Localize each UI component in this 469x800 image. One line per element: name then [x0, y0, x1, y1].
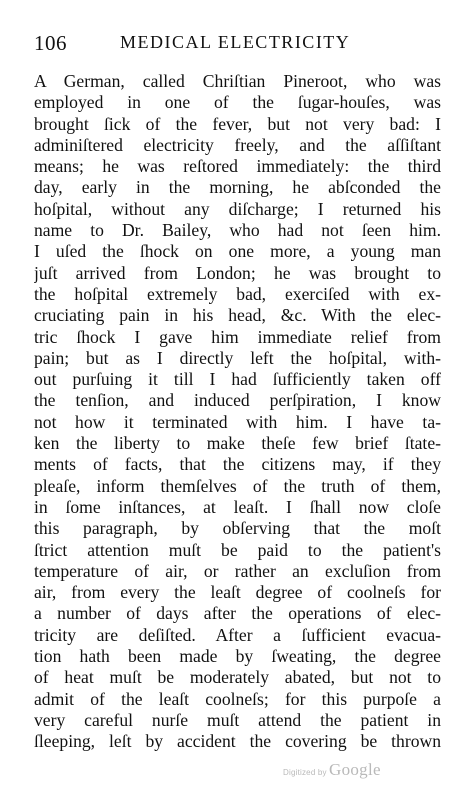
text-line: pain; but as I directly left the hoſpital, with- [34, 347, 441, 368]
text-line: tricity are deſiſted. After a ſufficient evacua- [34, 624, 441, 645]
text-line: I uſed the ſhock on one more, a young man [34, 241, 441, 262]
text-line: this paragraph, by obſerving that the moſt [34, 518, 441, 539]
text-line: day, early in the morning, he abſconded the [34, 177, 441, 198]
text-line: not how it terminated with him. I have ta- [34, 411, 441, 432]
text-line: juſt arrived from London; he was brought to [34, 262, 441, 283]
text-line: in ſome inſtances, at leaſt. I ſhall now cloſe [34, 496, 441, 517]
text-line: temperature of air, or rather an excluſion from [34, 560, 441, 581]
text-line: ſtrict attention muſt be paid to the patient's [34, 539, 441, 560]
running-head: MEDICAL ELECTRICITY [120, 32, 351, 52]
text-line: means; he was reſtored immediately: the third [34, 156, 441, 177]
text-line: out purſuing it till I had ſufficiently taken off [34, 369, 441, 390]
text-line: admit of the leaſt coolneſs; for this purpoſe a [34, 688, 441, 709]
text-line: ments of facts, that the citizens may, if they [34, 454, 441, 475]
digitized-by-label: Digitized by [283, 768, 327, 777]
text-line: A German, called Chriſtian Pineroot, who was [34, 71, 441, 91]
text-line: brought ſick of the fever, but not very bad: I [34, 113, 441, 134]
text-line: air, from every the leaſt degree of coolneſs for [34, 582, 441, 603]
text-line: name to Dr. Bailey, who had not ſeen him. [34, 220, 441, 241]
text-line: tric ſhock I gave him immediate relief from [34, 326, 441, 347]
google-logo: Google [329, 760, 381, 779]
text-line: a number of days after the operations of elec- [34, 603, 441, 624]
text-line: tion hath been made by ſweating, the degree [34, 646, 441, 667]
text-line: employed in one of the ſugar-houſes, was [34, 92, 441, 113]
text-line: pleaſe, inform themſelves of the truth of them, [34, 475, 441, 496]
text-line: ken the liberty to make theſe few brief ſtate- [34, 433, 441, 454]
page-header [34, 31, 439, 57]
text-line: ſleeping, leſt by accident the covering be thrown [34, 731, 441, 752]
text-line: of heat muſt be moderately abated, but not to [34, 667, 441, 688]
text-line: hoſpital, without any diſcharge; I returned his [34, 198, 441, 219]
digitized-watermark [283, 760, 403, 784]
text-line: the tenſion, and induced perſpiration, I know [34, 390, 441, 411]
text-line: adminiſtered electricity freely, and the aſſiſtant [34, 134, 441, 155]
text-line: the hoſpital extremely bad, exerciſed with ex- [34, 283, 441, 304]
text-line: very careful nurſe muſt attend the patient in [34, 709, 441, 730]
text-line: cruciating pain in his head, &c. With the elec- [34, 305, 441, 326]
page-number: 106 [34, 31, 67, 55]
body-text [34, 71, 441, 753]
